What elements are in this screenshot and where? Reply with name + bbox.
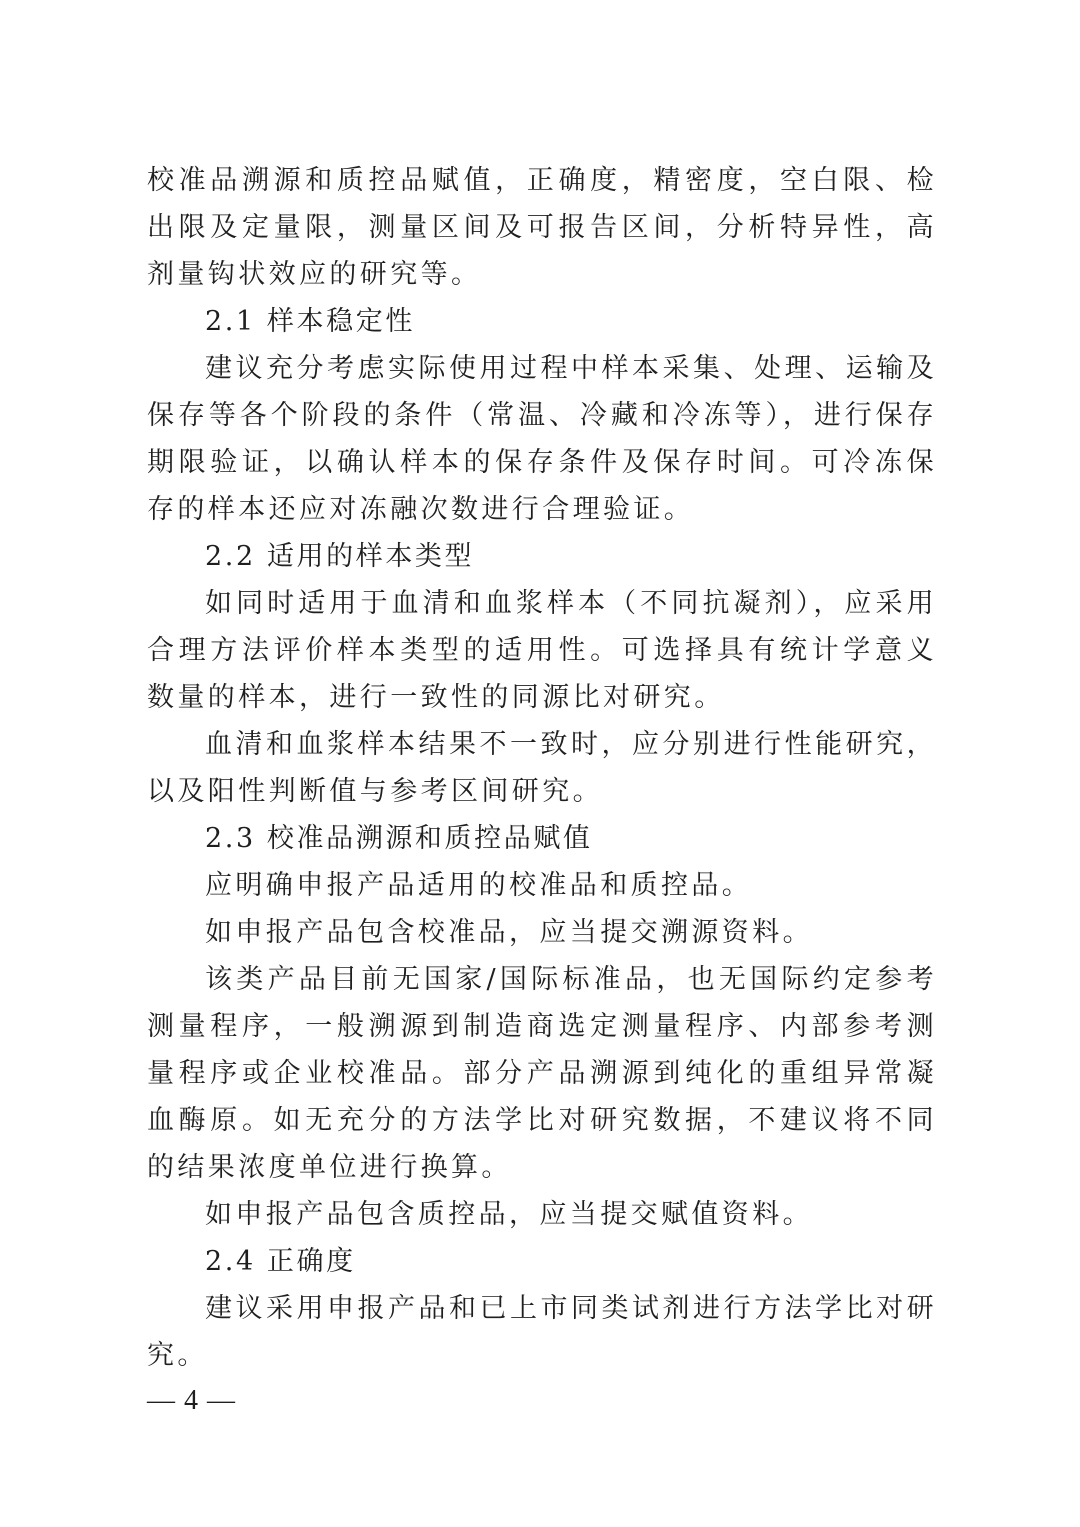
paragraph-sample-stability: 建议充分考虑实际使用过程中样本采集、处理、运输及保存等各个阶段的条件（常温、冷藏和冷冻等），进行保存期限验证，以确认样本的保存条件及保存时间。可冷冻保存的样本还应对冻融次数进行合理验证。 bbox=[147, 353, 937, 525]
paragraph-calibrator-traceability: 如申报产品包含校准品，应当提交溯源资料。 bbox=[205, 917, 813, 948]
paragraph-continuation: 校准品溯源和质控品赋值，正确度，精密度，空白限、检出限及定量限，测量区间及可报告区间，分析特异性，高剂量钩状效应的研究等。 bbox=[147, 165, 937, 290]
section-heading-2-2: 2.2 适用的样本类型 bbox=[205, 541, 475, 572]
paragraph-reference-standards: 该类产品目前无国家/国际标准品，也无国际约定参考测量程序，一般溯源到制造商选定测量程序、内部参考测量程序或企业校准品。部分产品溯源到纯化的重组异常凝血酶原。如无充分的方法学比对研究数据，不建议将不同的结果浓度单位进行换算。 bbox=[147, 964, 937, 1183]
section-heading-2-3: 2.3 校准品溯源和质控品赋值 bbox=[205, 823, 593, 854]
paragraph-qc-assignment: 如申报产品包含质控品，应当提交赋值资料。 bbox=[205, 1199, 813, 1230]
paragraph-calibrator-qc: 应明确申报产品适用的校准品和质控品。 bbox=[205, 870, 753, 901]
section-heading-2-4: 2.4 正确度 bbox=[205, 1246, 356, 1277]
document-body bbox=[147, 157, 937, 1379]
paragraph-trueness: 建议采用申报产品和已上市同类试剂进行方法学比对研究。 bbox=[147, 1293, 937, 1371]
page-number: — 4 — bbox=[147, 1385, 236, 1416]
paragraph-sample-types: 如同时适用于血清和血浆样本（不同抗凝剂），应采用合理方法评价样本类型的适用性。可选择具有统计学意义数量的样本，进行一致性的同源比对研究。 bbox=[147, 588, 937, 713]
paragraph-serum-plasma: 血清和血浆样本结果不一致时，应分别进行性能研究，以及阳性判断值与参考区间研究。 bbox=[147, 729, 937, 807]
section-heading-2-1: 2.1 样本稳定性 bbox=[205, 306, 415, 337]
